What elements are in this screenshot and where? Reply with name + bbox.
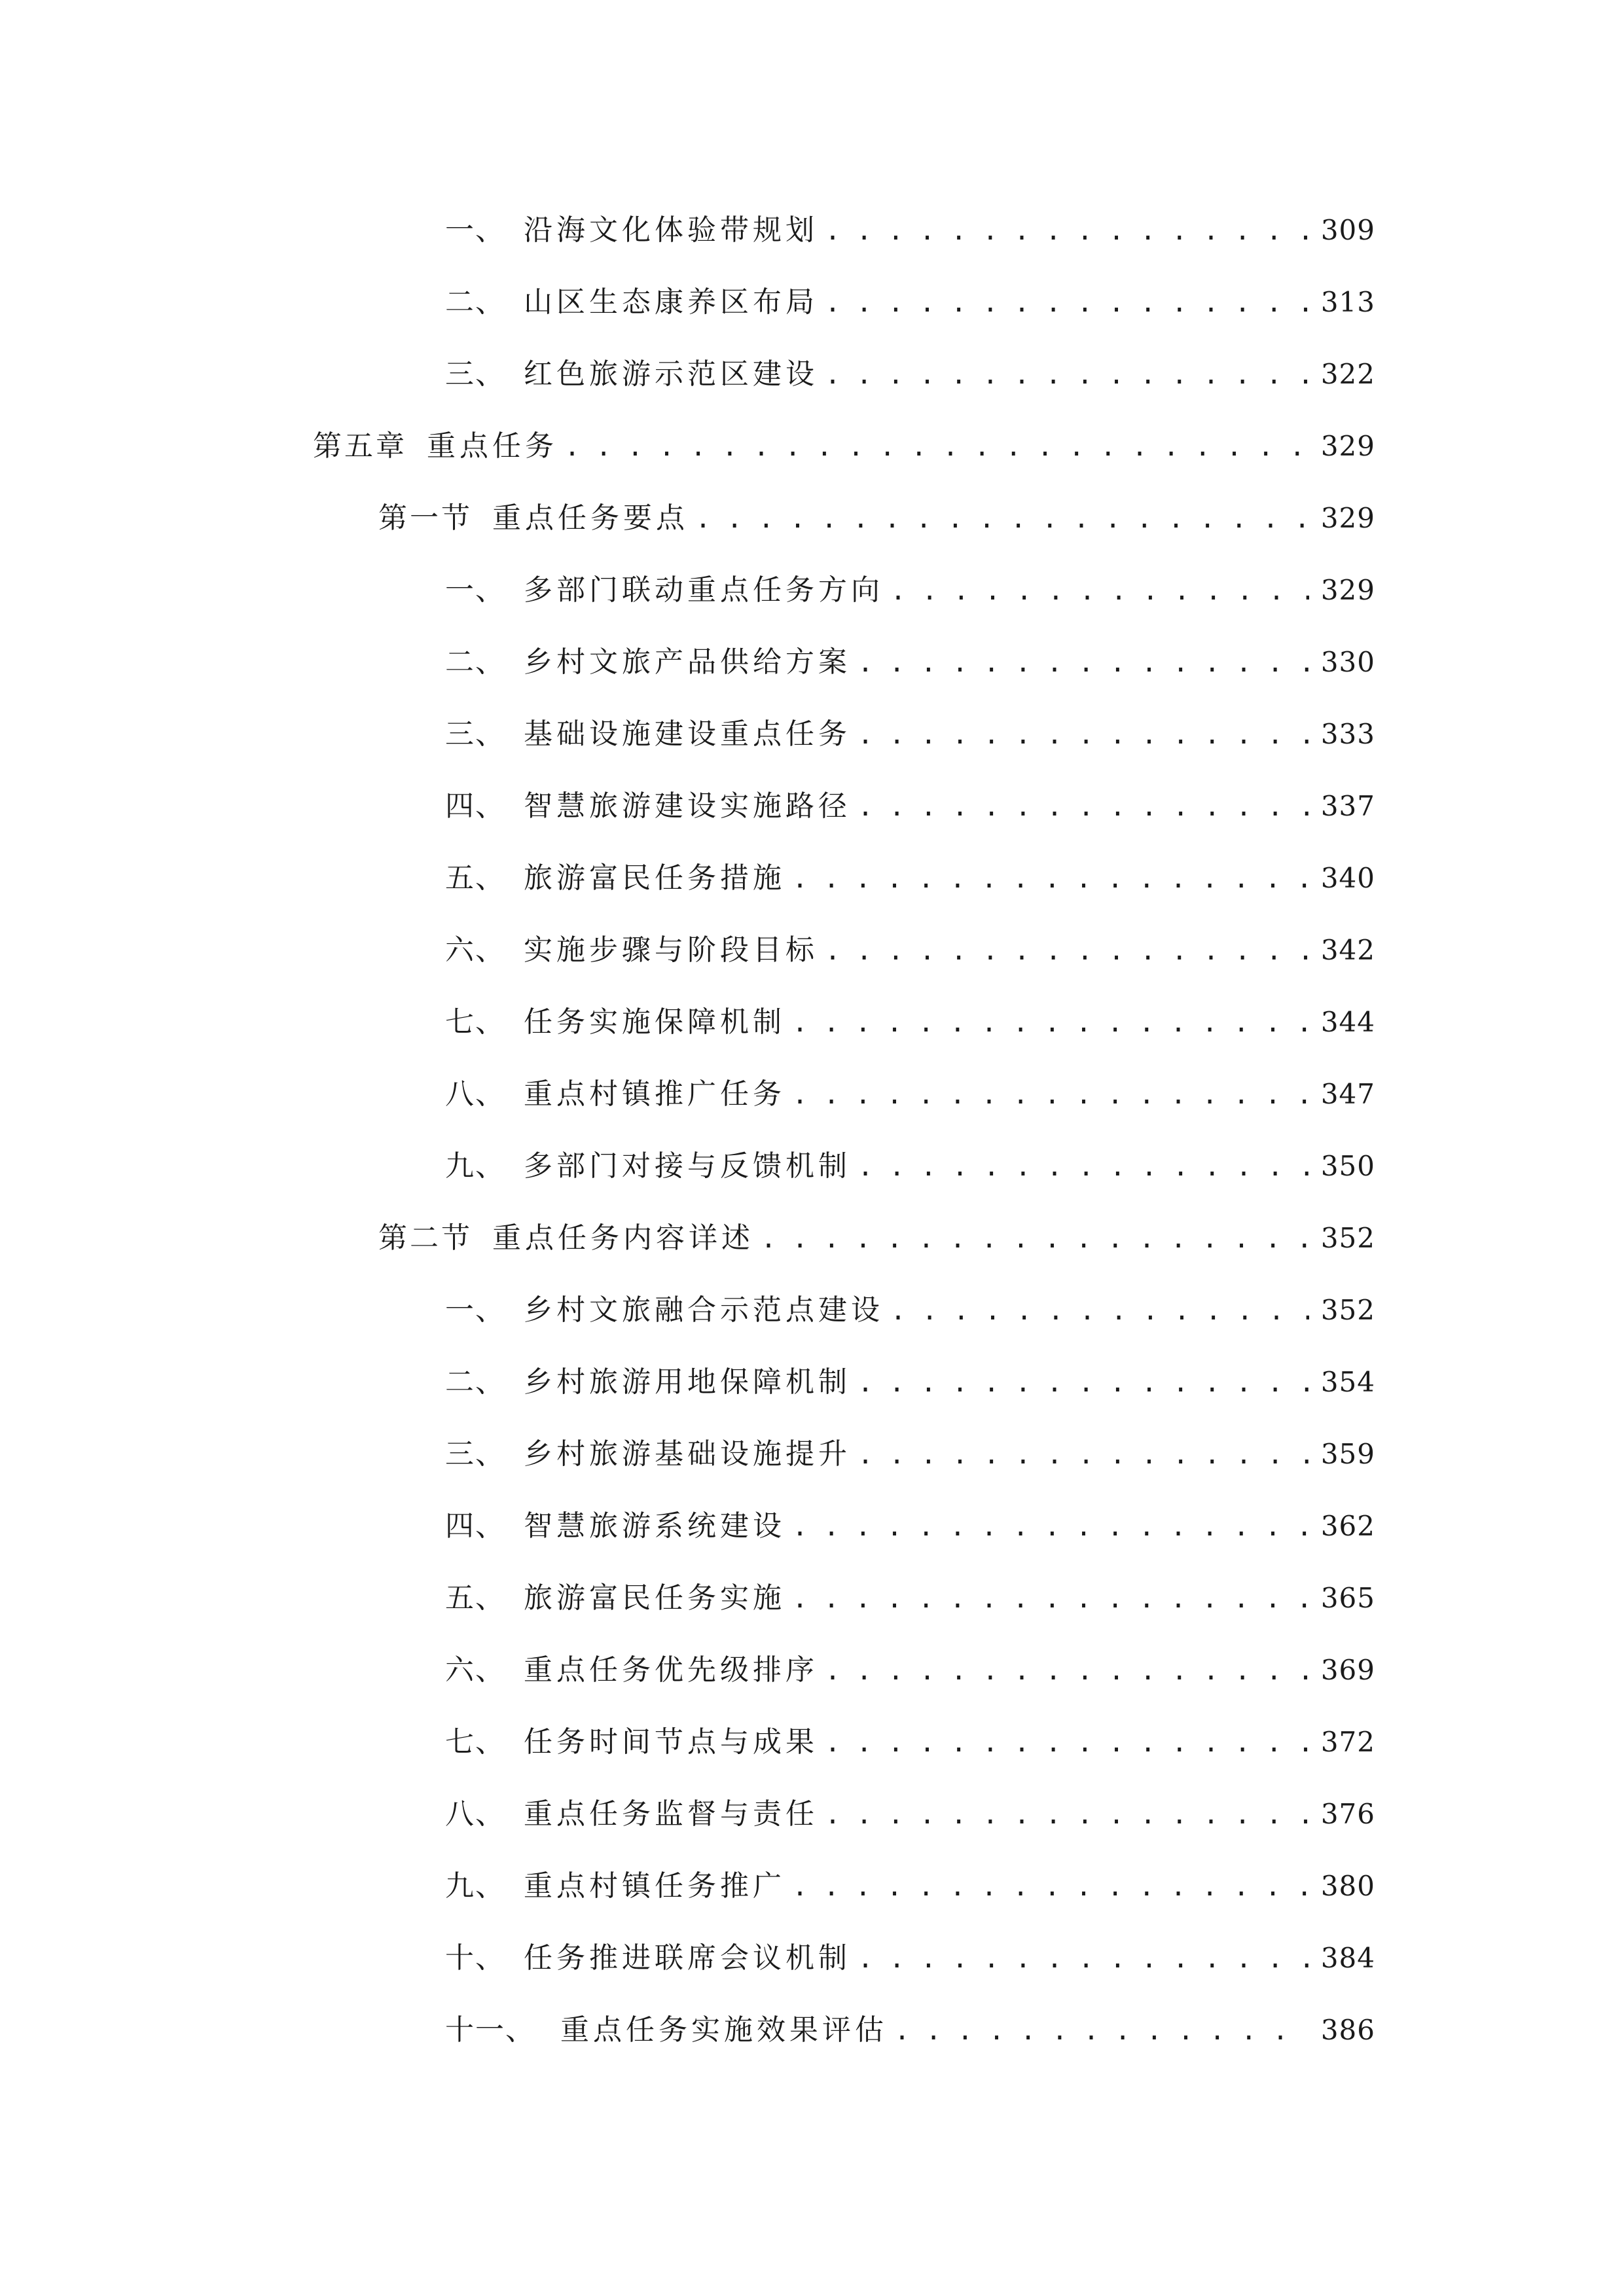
entry-title: 任务时间节点与成果 bbox=[524, 1725, 818, 1759]
toc-entry[interactable] bbox=[445, 1572, 1375, 1624]
entry-title: 乡村文旅产品供给方案 bbox=[524, 645, 851, 679]
entry-page-number: 372 bbox=[1320, 1726, 1375, 1758]
toc-entry[interactable] bbox=[445, 636, 1375, 689]
dot-leader bbox=[825, 349, 1309, 401]
entry-page-number: 344 bbox=[1320, 1006, 1375, 1038]
section-number: 第二节 bbox=[378, 1221, 473, 1255]
dot-leader bbox=[825, 925, 1309, 977]
toc-entry[interactable] bbox=[445, 924, 1375, 977]
entry-page-number: 352 bbox=[1320, 1294, 1375, 1326]
entry-page-number: 329 bbox=[1320, 502, 1375, 534]
entry-number: 九、 bbox=[445, 1869, 505, 1903]
entry-number: 一、 bbox=[445, 573, 505, 607]
dot-leader bbox=[825, 277, 1309, 329]
entry-title: 沿海文化体验带规划 bbox=[524, 213, 818, 247]
entry-number: 八、 bbox=[445, 1797, 505, 1831]
dot-leader bbox=[894, 2005, 1309, 2057]
entry-number: 三、 bbox=[445, 717, 505, 751]
toc-entry[interactable] bbox=[445, 564, 1375, 617]
entry-page-number: 329 bbox=[1320, 430, 1375, 462]
entry-title: 乡村旅游用地保障机制 bbox=[524, 1365, 851, 1399]
dot-leader bbox=[857, 1429, 1309, 1481]
entry-title: 重点任务监督与责任 bbox=[524, 1797, 818, 1831]
dot-leader bbox=[564, 421, 1309, 473]
entry-page-number: 337 bbox=[1320, 790, 1375, 822]
entry-title: 实施步骤与阶段目标 bbox=[524, 933, 818, 967]
entry-title: 旅游富民任务实施 bbox=[524, 1581, 785, 1615]
entry-number: 四、 bbox=[445, 1509, 505, 1543]
chapter-title: 重点任务 bbox=[427, 429, 558, 463]
dot-leader bbox=[857, 637, 1309, 689]
entry-number: 十一、 bbox=[445, 2013, 535, 2047]
dot-leader bbox=[890, 1285, 1309, 1337]
toc-entry[interactable] bbox=[445, 1644, 1375, 1696]
entry-number: 九、 bbox=[445, 1149, 505, 1183]
dot-leader bbox=[761, 1213, 1309, 1265]
entry-page-number: 384 bbox=[1320, 1942, 1375, 1974]
toc-entry[interactable] bbox=[445, 1932, 1375, 1984]
dot-leader bbox=[792, 1573, 1309, 1625]
entry-title: 智慧旅游系统建设 bbox=[524, 1509, 785, 1543]
entry-title: 多部门对接与反馈机制 bbox=[524, 1149, 851, 1183]
toc-entry[interactable] bbox=[445, 1356, 1375, 1408]
entry-page-number: 365 bbox=[1320, 1582, 1375, 1614]
entry-page-number: 309 bbox=[1320, 214, 1375, 246]
entry-title: 乡村旅游基础设施提升 bbox=[524, 1437, 851, 1471]
section-title: 重点任务内容详述 bbox=[492, 1221, 754, 1255]
toc-entry[interactable] bbox=[445, 1716, 1375, 1768]
entry-number: 五、 bbox=[445, 1581, 505, 1615]
entry-number: 一、 bbox=[445, 213, 505, 247]
entry-page-number: 352 bbox=[1320, 1222, 1375, 1254]
entry-number: 七、 bbox=[445, 1725, 505, 1759]
toc-entry[interactable] bbox=[445, 348, 1375, 401]
dot-leader bbox=[792, 1861, 1309, 1913]
entry-page-number: 313 bbox=[1320, 286, 1375, 318]
toc-entry[interactable] bbox=[445, 1068, 1375, 1121]
chapter-number: 第五章 bbox=[313, 429, 407, 463]
dot-leader bbox=[792, 1501, 1309, 1553]
toc-entry[interactable] bbox=[445, 1788, 1375, 1840]
entry-page-number: 322 bbox=[1320, 358, 1375, 390]
entry-title: 重点任务优先级排序 bbox=[524, 1653, 818, 1687]
toc-entry[interactable] bbox=[445, 780, 1375, 833]
entry-number: 六、 bbox=[445, 1653, 505, 1687]
entry-page-number: 350 bbox=[1320, 1150, 1375, 1182]
toc-entry[interactable] bbox=[445, 204, 1375, 257]
entry-title: 任务推进联席会议机制 bbox=[524, 1941, 851, 1975]
entry-number: 十、 bbox=[445, 1941, 505, 1975]
entry-page-number: 376 bbox=[1320, 1798, 1375, 1830]
entry-number: 六、 bbox=[445, 933, 505, 967]
dot-leader bbox=[792, 1069, 1309, 1121]
entry-page-number: 354 bbox=[1320, 1366, 1375, 1398]
dot-leader bbox=[792, 853, 1309, 905]
entry-title: 智慧旅游建设实施路径 bbox=[524, 789, 851, 823]
dot-leader bbox=[695, 493, 1309, 545]
dot-leader bbox=[792, 997, 1309, 1049]
section-number: 第一节 bbox=[378, 501, 473, 535]
dot-leader bbox=[857, 1141, 1309, 1193]
entry-number: 八、 bbox=[445, 1077, 505, 1111]
toc-chapter-entry[interactable] bbox=[313, 420, 1375, 473]
dot-leader bbox=[825, 205, 1309, 257]
entry-number: 一、 bbox=[445, 1293, 505, 1327]
entry-title: 多部门联动重点任务方向 bbox=[524, 573, 884, 607]
entry-number: 七、 bbox=[445, 1005, 505, 1039]
entry-title: 旅游富民任务措施 bbox=[524, 861, 785, 895]
entry-page-number: 380 bbox=[1320, 1870, 1375, 1902]
toc-entry[interactable] bbox=[445, 708, 1375, 761]
dot-leader bbox=[825, 1789, 1309, 1841]
dot-leader bbox=[825, 1717, 1309, 1769]
entry-number: 三、 bbox=[445, 357, 505, 391]
toc-entry[interactable] bbox=[445, 1860, 1375, 1912]
entry-page-number: 330 bbox=[1320, 646, 1375, 678]
entry-title: 乡村文旅融合示范点建设 bbox=[524, 1293, 884, 1327]
entry-page-number: 369 bbox=[1320, 1654, 1375, 1686]
dot-leader bbox=[857, 781, 1309, 833]
toc-entry[interactable] bbox=[445, 996, 1375, 1049]
dot-leader bbox=[890, 565, 1309, 617]
entry-number: 四、 bbox=[445, 789, 505, 823]
dot-leader bbox=[857, 709, 1309, 761]
toc-section-entry[interactable] bbox=[378, 1212, 1375, 1265]
entry-page-number: 342 bbox=[1320, 934, 1375, 966]
entry-number: 五、 bbox=[445, 861, 505, 895]
entry-number: 二、 bbox=[445, 285, 505, 319]
dot-leader bbox=[857, 1933, 1309, 1985]
toc-entry[interactable] bbox=[445, 1500, 1375, 1552]
entry-page-number: 329 bbox=[1320, 574, 1375, 606]
entry-page-number: 340 bbox=[1320, 862, 1375, 894]
toc-section-entry[interactable] bbox=[378, 492, 1375, 545]
section-title: 重点任务要点 bbox=[492, 501, 689, 535]
entry-page-number: 386 bbox=[1320, 2014, 1375, 2046]
entry-number: 二、 bbox=[445, 645, 505, 679]
entry-title: 山区生态康养区布局 bbox=[524, 285, 818, 319]
entry-title: 重点村镇任务推广 bbox=[524, 1869, 785, 1903]
toc-entry[interactable] bbox=[445, 1428, 1375, 1480]
toc-entry[interactable] bbox=[445, 2004, 1375, 2056]
dot-leader bbox=[825, 1645, 1309, 1697]
entry-title: 红色旅游示范区建设 bbox=[524, 357, 818, 391]
toc-entry[interactable] bbox=[445, 1284, 1375, 1336]
entry-number: 二、 bbox=[445, 1365, 505, 1399]
entry-page-number: 333 bbox=[1320, 718, 1375, 750]
entry-title: 重点村镇推广任务 bbox=[524, 1077, 785, 1111]
entry-title: 基础设施建设重点任务 bbox=[524, 717, 851, 751]
entry-title: 任务实施保障机制 bbox=[524, 1005, 785, 1039]
entry-page-number: 362 bbox=[1320, 1510, 1375, 1542]
entry-page-number: 347 bbox=[1320, 1078, 1375, 1110]
toc-entry[interactable] bbox=[445, 852, 1375, 905]
entry-page-number: 359 bbox=[1320, 1438, 1375, 1470]
toc-entry[interactable] bbox=[445, 1140, 1375, 1193]
entry-number: 三、 bbox=[445, 1437, 505, 1471]
entry-title: 重点任务实施效果评估 bbox=[560, 2013, 888, 2047]
dot-leader bbox=[857, 1357, 1309, 1409]
toc-entry[interactable] bbox=[445, 276, 1375, 329]
